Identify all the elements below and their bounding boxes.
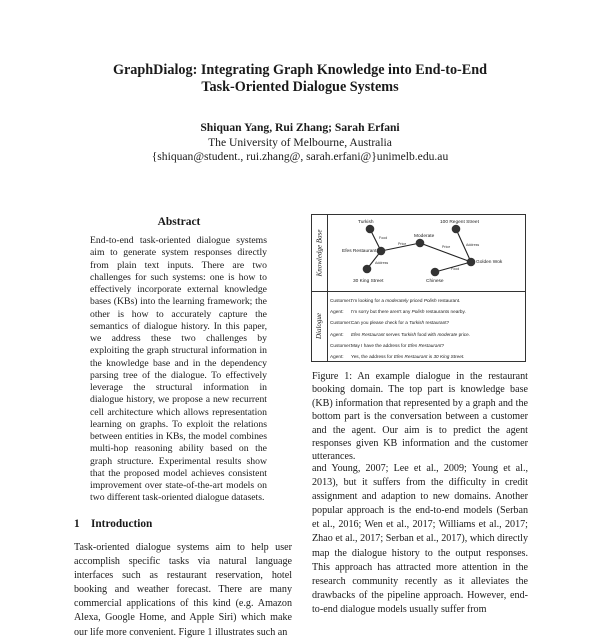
abstract-heading: Abstract: [157, 216, 201, 228]
kb-label: Knowledge Base: [315, 229, 324, 277]
label-king: 30 King Street: [353, 279, 384, 284]
node-regent: [452, 225, 461, 234]
dialogue-speaker: Customer:: [330, 342, 352, 348]
title-line-2: Task-Oriented Dialogue Systems: [201, 79, 399, 95]
dialogue-turn: [330, 329, 525, 340]
label-moderate: Moderate: [414, 234, 435, 239]
dialogue-side-label: [312, 291, 328, 361]
knowledge-graph: [328, 215, 525, 291]
dialogue-turn: [330, 295, 525, 306]
rel-food-2: Food: [451, 267, 460, 271]
dialogue-speaker: Agent:: [330, 331, 344, 337]
node-efes: [377, 247, 386, 256]
dialogue-utterance: Yes, the address for Efes Restaurant is 30 King Street.: [351, 354, 465, 360]
figure-divider: [312, 291, 525, 292]
author-emails: {shiquan@student., rui.zhang@, sarah.erfani@}unimelb.edu.au: [151, 150, 449, 163]
dialogue-speaker: Agent:: [330, 309, 344, 315]
right-column-text: and Young, 2007; Lee et al., 2009; Young et al., 2013), but it suffers from the difficulty in credit assignment and adaption to new domains. Another popular approach is the end-to-end models (Serban et al., 2016; Wen et al., 2017; Williams et al., 2017; Zhao et al., 2017; Serban et al., 2017), which directly map the dialogue history to the output responses. This approach has attracted more attention in the research community recently as it alleviates the drawbacks of the pipeline approach. However, end-to-end dialogue models usually suffer from: [312, 463, 528, 615]
dialogue-utterance: I'm sorry but there aren't any Polish restaurants nearby.: [351, 309, 466, 315]
introduction-text: Task-oriented dialogue systems aim to help user accomplish specific tasks via natural language interfaces such as restaurant reservation, hotel booking and weather forecast. There are many commercial applications of this kind (e.g. Amazon Alexa, Google Home, and Apple Siri) which make our life more convenient. Figure 1 illustrates such an: [74, 542, 292, 638]
introduction-heading: [74, 518, 152, 530]
label-chinese: Chinese: [426, 279, 444, 284]
node-turkish: [366, 225, 375, 234]
dialogue-label: Dialogue: [315, 312, 324, 340]
label-efes: Efes Restaurant: [342, 249, 377, 254]
dialogue-speaker: Agent:: [330, 354, 344, 360]
rel-food-1: Food: [379, 236, 388, 240]
dialogue-turn: [330, 351, 525, 362]
section-title: Introduction: [91, 518, 153, 530]
right-column-body: [312, 462, 528, 617]
node-king: [363, 265, 372, 274]
dialogue-transcript: [330, 295, 525, 362]
figure-1: [311, 214, 526, 362]
rel-address-2: Address: [466, 243, 480, 247]
rel-price-1: Price: [398, 242, 407, 246]
author-names: Shiquan Yang, Rui Zhang; Sarah Erfani: [200, 121, 400, 134]
label-golden: Golden Wok: [476, 260, 503, 265]
section-number: 1: [74, 518, 80, 530]
dialogue-turn: [330, 306, 525, 317]
kb-side-label: [312, 215, 328, 291]
dialogue-turn: [330, 317, 525, 328]
dialogue-utterance: I'm looking for a moderately priced Polish restaurant.: [351, 298, 461, 304]
node-chinese: [431, 268, 440, 277]
dialogue-speaker: Customer:: [330, 320, 352, 326]
node-moderate: [416, 239, 425, 248]
dialogue-utterance: Can you please check for a Turkish restaurant?: [351, 320, 450, 326]
node-golden: [467, 258, 476, 267]
author-block: [0, 121, 600, 165]
rel-address-1: Address: [375, 261, 389, 265]
rel-price-2: Price: [442, 245, 451, 249]
dialogue-speaker: Customer:: [330, 298, 352, 304]
figure-caption-text: Figure 1: An example dialogue in the restaurant booking domain. The top part is knowledge base (KB) information that represented by a graph and the bottom part is the conversation between a customer and the agent. Our aim is to predict the agent responses given KB information and the customer utterances.: [312, 371, 528, 463]
title-line-1: GraphDialog: Integrating Graph Knowledge into End-to-End: [112, 62, 488, 78]
label-turkish: Turkish: [358, 220, 374, 225]
dialogue-turn: [330, 340, 525, 351]
label-regent: 100 Regent Street: [440, 220, 479, 225]
abstract-body: [90, 235, 267, 505]
abstract-text: End-to-end task-oriented dialogue systems aim to generate system responses directly from plain text inputs. There are two challenges for such systems: one is how to effectively incorporate external knowledge bases (KBs) into the learning framework; the other is how to accurately capture the semantics of dialogue history. In this paper, we address these two challenges by exploiting the graph structural information in the knowledge base and in the dependency parsing tree of the dialogue. To effectively leverage the structural information in dialogue history, we propose a new recurrent cell architecture which allows representation learning on graphs. To exploit the relations between entities in KBs, the model combines multi-hop reasoning ability based on the graph structure. Experimental results show that the proposed model achieves consistent improvement over state-of-the-art models on two different task-oriented dialogue datasets.: [90, 235, 267, 504]
introduction-body: [74, 541, 292, 640]
paper-title: [0, 62, 600, 96]
affiliation: The University of Melbourne, Australia: [208, 135, 392, 149]
dialogue-utterance: May I have the address for Efes Restaurant?: [351, 342, 445, 348]
figure-caption: [312, 370, 528, 464]
dialogue-utterance: Efes Restaurant serves Turkish food with moderate price.: [351, 331, 471, 337]
